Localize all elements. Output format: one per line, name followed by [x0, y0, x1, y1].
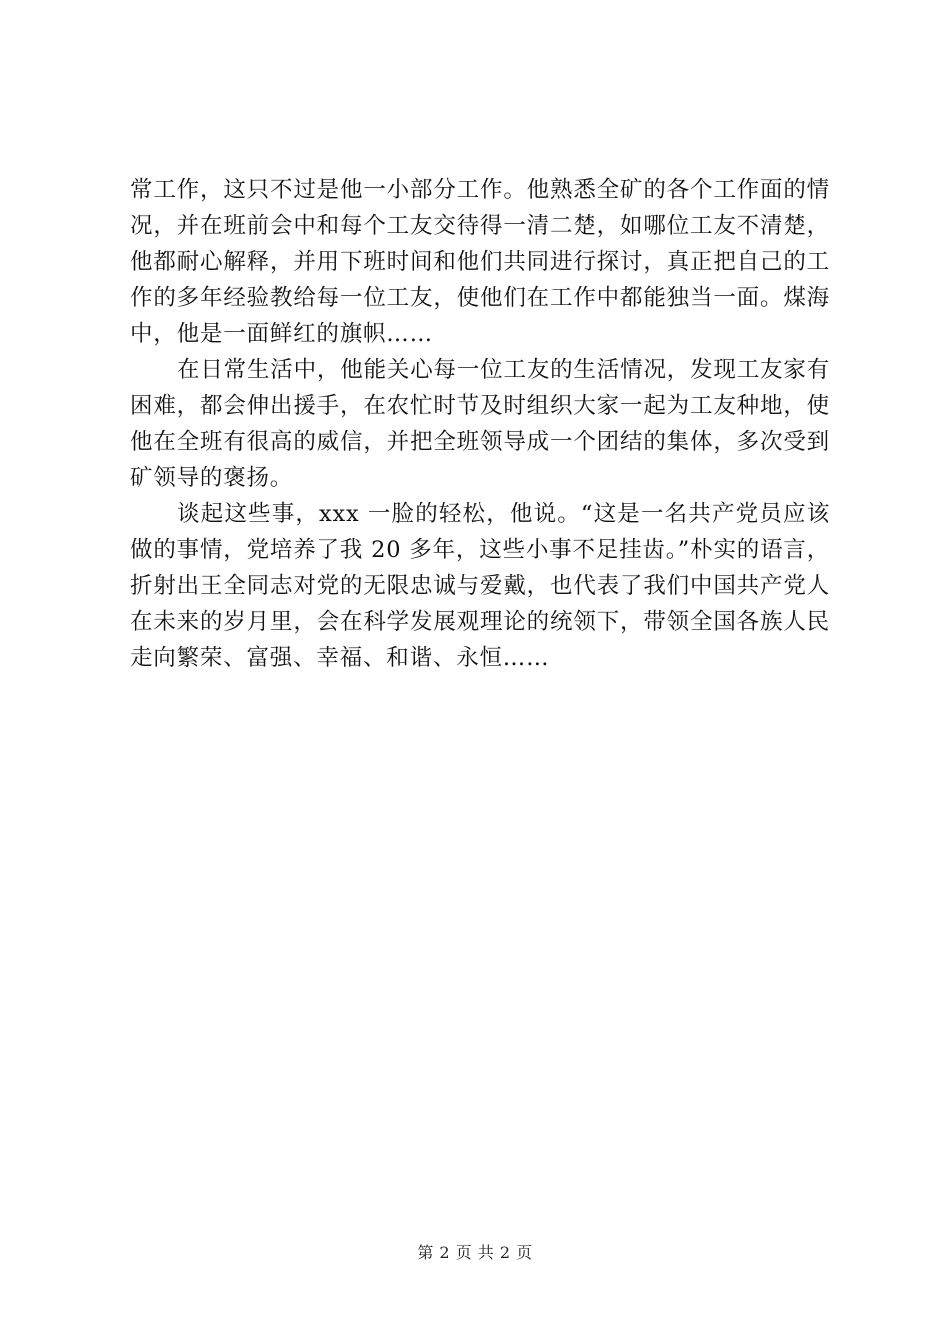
document-body [130, 172, 830, 676]
paragraph-3: 谈起这些事，xxx 一脸的轻松，他说。“这是一名共产党员应该做的事情，党培养了我 20 多年，这些小事不足挂齿。”朴实的语言，折射出王全同志对党的无限忠诚与爱戴，也代表了我们中国共产党人在未来的岁月里，会在科学发展观理论的统领下，带领全国各族人民走向繁荣、富强、幸福、和谐、永恒…… [130, 501, 830, 671]
paragraph-1: 常工作，这只不过是他一小部分工作。他熟悉全矿的各个工作面的情况，并在班前会中和每个工友交待得一清二楚，如哪位工友不清楚，他都耐心解释，并用下班时间和他们共同进行探讨，真正把自己的工作的多年经验教给每一位工友，使他们在工作中都能独当一面。煤海中，他是一面鲜红的旗帜…… [130, 177, 830, 347]
page-footer: 第 2 页 共 2 页 [417, 1243, 533, 1262]
paragraph-2: 在日常生活中，他能关心每一位工友的生活情况，发现工友家有困难，都会伸出援手，在农忙时节及时组织大家一起为工友种地，使他在全班有很高的威信，并把全班领导成一个团结的集体，多次受到矿领导的褒扬。 [130, 357, 830, 491]
